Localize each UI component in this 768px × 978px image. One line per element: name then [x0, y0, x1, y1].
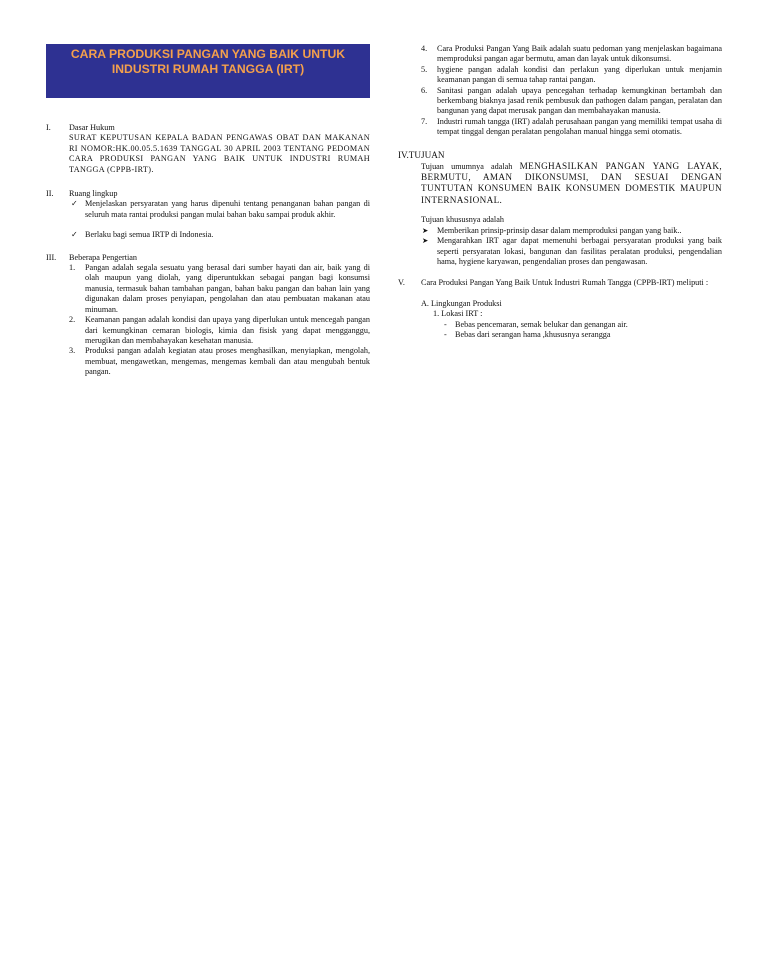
list-item: ✓ Menjelaskan persyaratan yang harus dipenuhi tentang penanganan bahan pangan di seluruh mata rantai produksi pangan mulai bahan baku sampai produk akhir.	[71, 199, 370, 219]
list-item: 7. Industri rumah tangga (IRT) adalah perusahaan pangan yang memiliki tempat usaha di tempat tinggal dengan peralatan pengolahan manual hingga semi otomatis.	[421, 116, 722, 137]
list-item: 3. Produksi pangan adalah kegiatan atau proses menghasilkan, menyiapkan, mengolah, membuat, mengawetkan, mengemas, mengemas kembali dan atau mengubah bentuk pangan.	[69, 346, 370, 377]
section-body: SURAT KEPUTUSAN KEPALA BADAN PENGAWAS OBAT DAN MAKANAN RI NOMOR:HK.00.05.5.1639 TANGGAL 30 APRIL 2003 TENTANG PEDOMAN CARA PRODUKSI PANGAN YANG BAIK UNTUK INDUSTRI RUMAH TANGGA (CPPB-IRT).	[69, 133, 370, 174]
section-heading: Beberapa Pengertian	[69, 252, 137, 262]
section-cppb-irt	[398, 278, 722, 340]
arrow-icon: ➤	[422, 225, 429, 235]
section-pengertian	[46, 253, 370, 378]
check-icon: ✓	[71, 230, 78, 240]
list-item: 2. Keamanan pangan adalah kondisi dan upaya yang diperlukan untuk mencegah pangan dari kemungkinan cemaran biologis, kimia dan fisisk yang dapat mengganggu, merugikan dan membahayakan kesehatan manusia.	[69, 315, 370, 345]
scope-list	[69, 199, 370, 240]
section-ruang-lingkup	[46, 189, 370, 241]
general-goal-text: MENGHASILKAN PANGAN YANG LAYAK, BERMUTU, AMAN DIKONSUMSI, DAN SESUAI DENGAN TUNTUTAN KONSUMEN BAIK KONSUMEN DOMESTIK MAUPUN INTERNASIONAL.	[421, 160, 723, 205]
section-number: III.	[46, 252, 57, 262]
document-title: CARA PRODUKSI PANGAN YANG BAIK UNTUK INDUSTRI RUMAH TANGGA (IRT)	[46, 44, 370, 98]
list-item: 1. Pangan adalah segala sesuatu yang berasal dari sumber hayati dan air, baik yang di olah maupun yang diolah, yang diperuntukkan sebagai pangan bagi konsumsi manusia, termasuk bahan tambahan pangan, bahan baku pangan dan bahan lain yang digunakan dalam proses penyiapan, pengolahan dan atau pembuatan makanan atau minuman.	[69, 263, 370, 314]
list-item: ✓ Berlaku bagi semua IRTP di Indonesia.	[71, 230, 214, 240]
dash-list	[421, 320, 722, 341]
list-item: 4. Cara Produksi Pangan Yang Baik adalah suatu pedoman yang menjelaskan bagaimana memproduksi pangan agar bermutu, aman dan layak untuk dikonsumsi.	[421, 44, 722, 64]
section-tujuan	[398, 150, 722, 268]
list-item: ➤ Mengarahkan IRT agar dapat memenuhi berbagai persyaratan produksi yang baik seperti persyaratan lokasi, bangunan dan fasilitas peralatan produksi, pengendalian hama, hygiene karyawan, pengendalian proses dan pengawasan.	[422, 236, 722, 266]
check-icon: ✓	[71, 199, 78, 209]
list-item: - Bebas pencemaran, semak belukar dan genangan air.	[444, 319, 628, 329]
sub-item: 1. Lokasi IRT :	[433, 309, 483, 319]
sub-heading: A. Lingkungan Produksi	[421, 298, 502, 308]
section-number: I.	[46, 123, 51, 132]
section-number: II.	[46, 189, 54, 199]
list-item: ➤ Memberikan prinsip-prinsip dasar dalam memproduksi pangan yang baik..	[422, 225, 682, 235]
definition-list-continued	[398, 44, 722, 138]
section-number: V.	[398, 278, 405, 288]
special-goal-heading: Tujuan khususnya adalah	[421, 215, 504, 225]
definition-list	[69, 263, 370, 377]
section-body	[398, 161, 722, 207]
section-heading: IV.TUJUAN	[398, 149, 445, 160]
arrow-icon: ➤	[422, 236, 429, 246]
list-item: 6. Sanitasi pangan adalah upaya pencegahan terhadap kemungkinan bertambah dan berkembang biaknya jasad renik pembusuk dan pathogen dalam pangan, peralatan dan bangunan yang dapat merusak pangan dan membahayakan manusia.	[421, 85, 722, 116]
list-item: 5. hygiene pangan adalah kondisi dan perlakun yang diperlukan untuk menjamin keamanan pangan di semua tahap rantai pangan.	[421, 64, 722, 85]
special-goal-list	[398, 226, 722, 268]
section-dasar-hukum	[46, 123, 370, 175]
section-heading: Ruang lingkup	[69, 189, 118, 199]
list-item: - Bebas dari serangan hama ,khususnya serangga	[444, 329, 611, 339]
general-goal-lead: Tujuan umumnya adalah	[421, 161, 513, 171]
right-column	[398, 44, 722, 340]
section-heading: Dasar Hukum	[69, 123, 115, 132]
section-heading: Cara Produksi Pangan Yang Baik Untuk Industri Rumah Tangga (CPPB-IRT) meliputi :	[421, 278, 709, 288]
left-column	[46, 44, 370, 378]
